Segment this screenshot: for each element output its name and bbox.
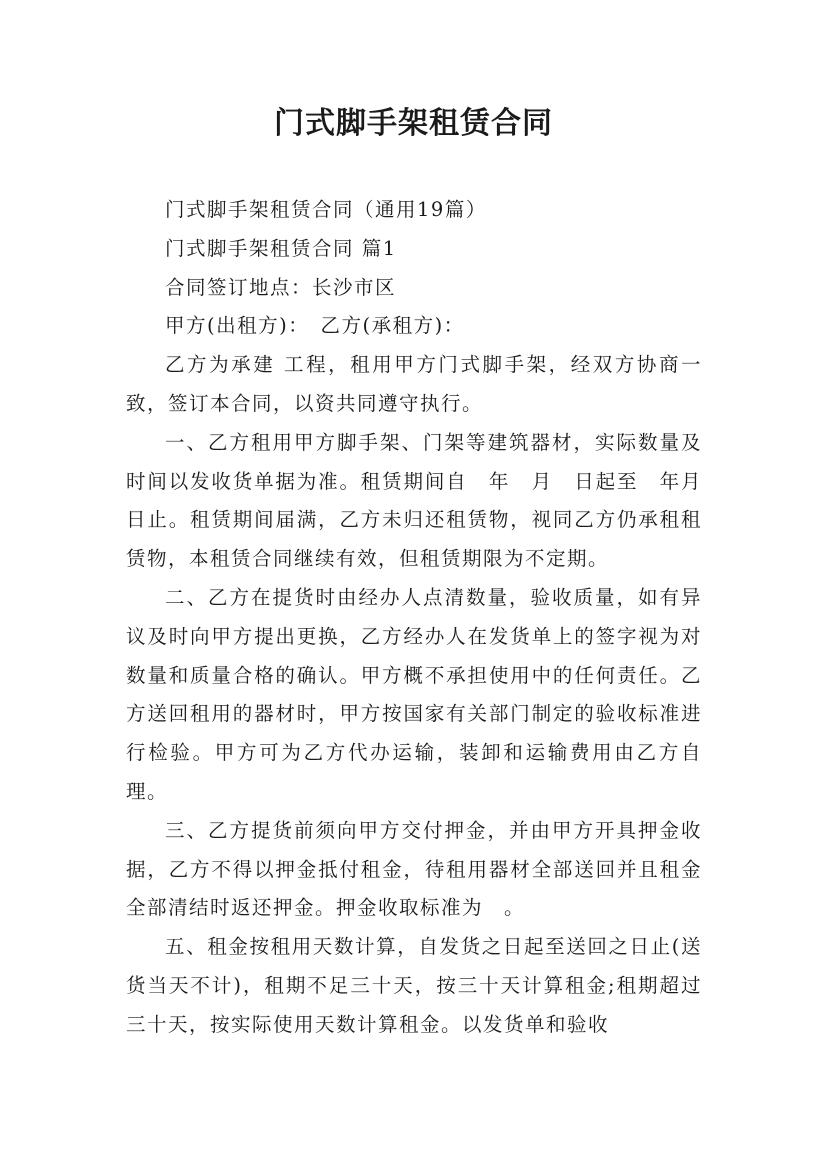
paragraph-collection-heading: 门式脚手架租赁合同（通用19篇） bbox=[165, 198, 487, 221]
paragraph-clause-3: 三、乙方提货前须向甲方交付押金，并由甲方开具押金收据，乙方不得以押金抵付租金，待租用器材全部送回并且租金全部清结时返还押金。押金收取标准为 。 bbox=[126, 818, 702, 920]
paragraph-signing-location: 合同签订地点：长沙市区 bbox=[165, 275, 397, 299]
paragraph-clause-1: 一、乙方租用甲方脚手架、门架等建筑器材，实际数量及时间以发收货单据为准。租赁期间自 年 月 日起至 年月日止。租赁期间届满，乙方未归还租赁物，视同乙方仍承租租赁物，本租赁合同继续有效，但租赁期限为不定期。 bbox=[126, 430, 702, 571]
paragraph-clause-5: 五、租金按租用天数计算，自发货之日起至送回之日止(送货当天不计)，租期不足三十天，按三十天计算租金;租期超过三十天，按实际使用天数计算租金。以发货单和验收 bbox=[126, 935, 702, 1036]
document-body bbox=[126, 191, 702, 1045]
paragraph-preamble: 乙方为承建 工程，租用甲方门式脚手架，经双方协商一致，签订本合同，以资共同遵守执行。 bbox=[126, 353, 702, 415]
paragraph-clause-2: 二、乙方在提货时由经办人点清数量，验收质量，如有异议及时向甲方提出更换，乙方经办人在发货单上的签字视为对数量和质量合格的确认。甲方概不承担使用中的任何责任。乙方送回租用的器材时，甲方按国家有关部门制定的验收标准进行检验。甲方可为乙方代办运输，装卸和运输费用由乙方自理。 bbox=[126, 585, 702, 803]
paragraph-parties: 甲方(出租方)： 乙方(承租方)： bbox=[165, 314, 465, 338]
document-title: 门式脚手架租赁合同 bbox=[274, 106, 553, 141]
paragraph-section-heading: 门式脚手架租赁合同 篇1 bbox=[165, 236, 397, 260]
